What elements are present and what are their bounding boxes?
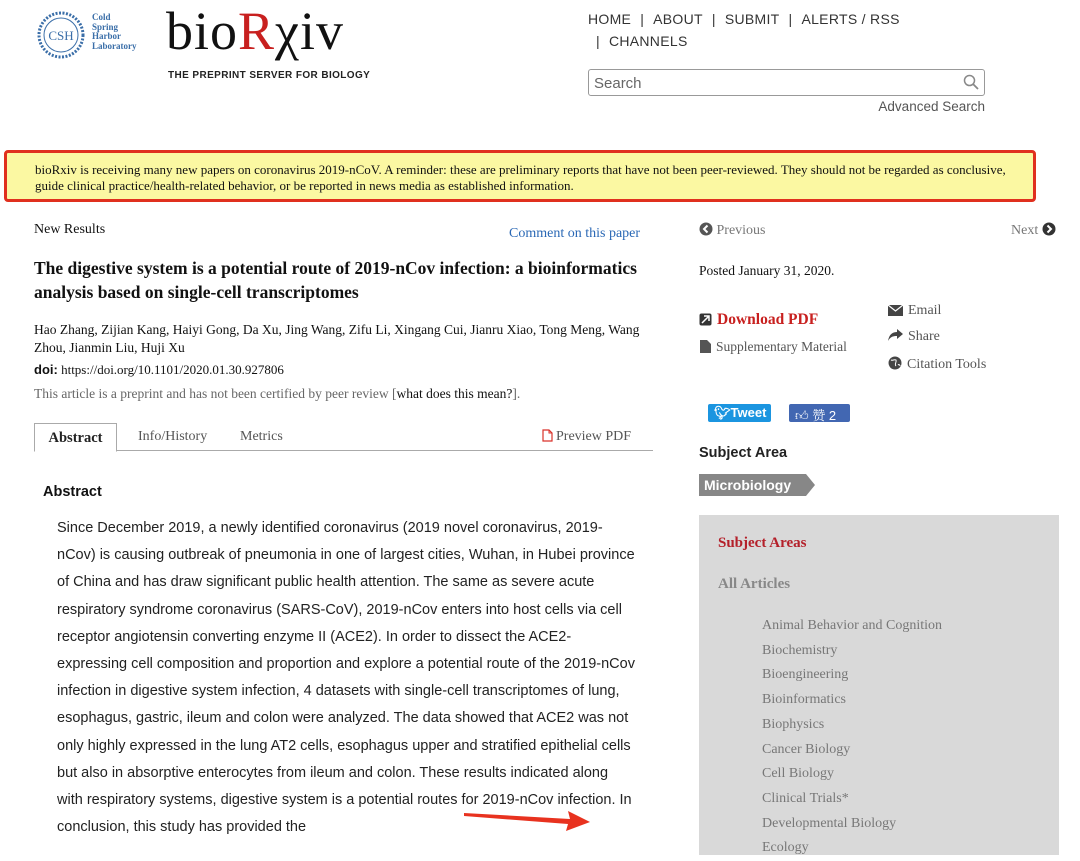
subject-area-item[interactable]: Cell Biology xyxy=(762,766,834,782)
subject-area-item[interactable]: Biochemistry xyxy=(762,642,838,658)
article-title: The digestive system is a potential route of 2019-nCov infection: a bioinformatics analysis based on single-cell transcriptomes xyxy=(34,258,637,302)
email-link[interactable]: Email xyxy=(888,303,941,319)
tab-metrics[interactable]: Metrics xyxy=(240,429,283,444)
csh-lab-name: Cold Spring Harbor Laboratory xyxy=(92,12,137,51)
document-icon xyxy=(700,340,711,353)
subject-area-item[interactable]: Cancer Biology xyxy=(762,741,851,757)
envelope-icon xyxy=(888,305,903,316)
citation-tools-link[interactable]: Citation Tools xyxy=(888,356,986,373)
pdf-file-icon xyxy=(542,429,553,442)
subject-area-label: Subject Area xyxy=(699,445,788,461)
supplementary-material-link[interactable]: Supplementary Material xyxy=(700,339,847,355)
subject-area-list xyxy=(762,614,942,861)
subject-areas-panel xyxy=(699,515,1059,855)
share-arrow-icon xyxy=(888,329,903,342)
search-input[interactable] xyxy=(594,71,954,95)
subject-area-item[interactable]: Ecology xyxy=(762,840,809,856)
csh-short-label: CSH xyxy=(48,28,74,43)
doi-link[interactable]: https://doi.org/10.1101/2020.01.30.927806 xyxy=(61,362,284,377)
csh-logo-icon xyxy=(36,10,86,60)
search-icon[interactable] xyxy=(962,73,980,91)
twitter-bird-icon: 🐦︎ xyxy=(714,405,731,420)
tab-abstract[interactable]: Abstract xyxy=(34,423,117,452)
abstract-text: Since December 2019, a newly identified coronavirus (2019 novel coronavirus, 2019-nCov) is causing outbreak of pneumonia in one of largest cities, Wuhan, in Hubei province of China and has draw significant public health attention. The same as severe acute respiratory syndrome coronavirus (SARS-CoV), 2019-nCov enters into host cells via cell receptor angiotensin converting enzyme II (ACE2). In order to dissect the ACE2-expressing cell composition and proportion and explore a potential route of the 2019-nCov infection in digestive system infection, 4 datasets with single-cell transcriptomes of lung, esophagus, gastric, ileum and colon were analyzed. The data showed that ACE2 was not only highly expressed in the lung AT2 cells, esophagus upper and stratified epithelial cells but also in absorptive enterocytes from ileum and colon. These results indicated along with respiratory systems, digestive system is a potential routes for 2019-nCov infection. In conclusion, this study has provided the xyxy=(57,520,635,836)
nav-home[interactable]: HOME xyxy=(588,11,632,27)
comment-link[interactable]: Comment on this paper xyxy=(509,226,641,241)
next-article-link[interactable]: Next xyxy=(1011,222,1056,239)
subject-areas-title: Subject Areas xyxy=(718,535,807,551)
advanced-search-link[interactable]: Advanced Search xyxy=(878,99,985,114)
like-button[interactable]: 👍︎ 赞 2 xyxy=(789,404,850,422)
preprint-note: This article is a preprint and has not been certified by peer review [what does this mean?]. xyxy=(34,386,521,401)
red-arrow-annotation-icon xyxy=(462,805,592,835)
globe-icon xyxy=(888,356,902,370)
arrow-left-circle-icon xyxy=(699,222,713,236)
article-section-label: New Results xyxy=(34,222,106,237)
nav-alerts-rss[interactable]: ALERTS / RSS xyxy=(801,11,900,27)
article-tabs xyxy=(34,423,653,451)
nav-channels[interactable]: CHANNELS xyxy=(608,33,688,49)
subject-area-item[interactable]: Clinical Trials* xyxy=(762,790,849,806)
subject-area-item[interactable]: Bioinformatics xyxy=(762,692,846,708)
nav-about[interactable]: ABOUT xyxy=(653,11,703,27)
subject-area-item[interactable]: Biophysics xyxy=(762,716,825,732)
download-pdf-icon xyxy=(699,313,712,326)
what-does-this-mean-link[interactable]: what does this mean? xyxy=(396,386,513,401)
thumbs-up-icon: 👍︎ xyxy=(795,408,813,423)
subject-area-item[interactable]: Animal Behavior and Cognition xyxy=(762,618,943,633)
tab-info-history[interactable]: Info/History xyxy=(138,429,208,444)
subject-area-item[interactable]: Developmental Biology xyxy=(762,815,897,831)
all-articles-link[interactable]: All Articles xyxy=(718,576,791,592)
article-authors: Hao Zhang, Zijian Kang, Haiyi Gong, Da Xu, Jing Wang, Zifu Li, Xingang Cui, Jianru Xiao, Tong Meng, Wang Zhou, Jianmin Liu, Huji Xu xyxy=(34,322,640,355)
coronavirus-notice-banner: bioRxiv is receiving many new papers on coronavirus 2019-nCoV. A reminder: these are preliminary reports that have not been peer-reviewed. They should not be regarded as conclusive, guide clinical practice/health-related behavior, or be reported in news media as established information. xyxy=(4,150,1036,202)
site-logo[interactable] xyxy=(34,1,374,86)
tweet-button[interactable]: 🐦︎Tweet xyxy=(708,404,771,422)
abstract-heading: Abstract xyxy=(43,484,102,500)
subject-area-item[interactable]: Bioengineering xyxy=(762,667,849,683)
nav-submit[interactable]: SUBMIT xyxy=(724,11,780,27)
download-pdf-link[interactable]: Download PDF xyxy=(699,311,818,329)
subject-tag-microbiology[interactable]: Microbiology xyxy=(699,474,806,496)
previous-article-link[interactable]: Previous xyxy=(699,222,766,239)
posted-date: Posted January 31, 2020. xyxy=(699,263,835,278)
preview-pdf-link[interactable]: Preview PDF xyxy=(542,423,631,451)
arrow-right-circle-icon xyxy=(1042,222,1056,236)
search-box xyxy=(588,69,985,96)
article-doi: doi: https://doi.org/10.1101/2020.01.30.927806 xyxy=(34,362,284,377)
biorxiv-wordmark: bioRχiv xyxy=(166,1,345,61)
share-link[interactable]: Share xyxy=(888,329,940,345)
site-tagline: THE PREPRINT SERVER FOR BIOLOGY xyxy=(168,70,371,81)
top-navigation: HOME | ABOUT | SUBMIT | ALERTS / RSS | CHANNELS xyxy=(588,11,900,49)
